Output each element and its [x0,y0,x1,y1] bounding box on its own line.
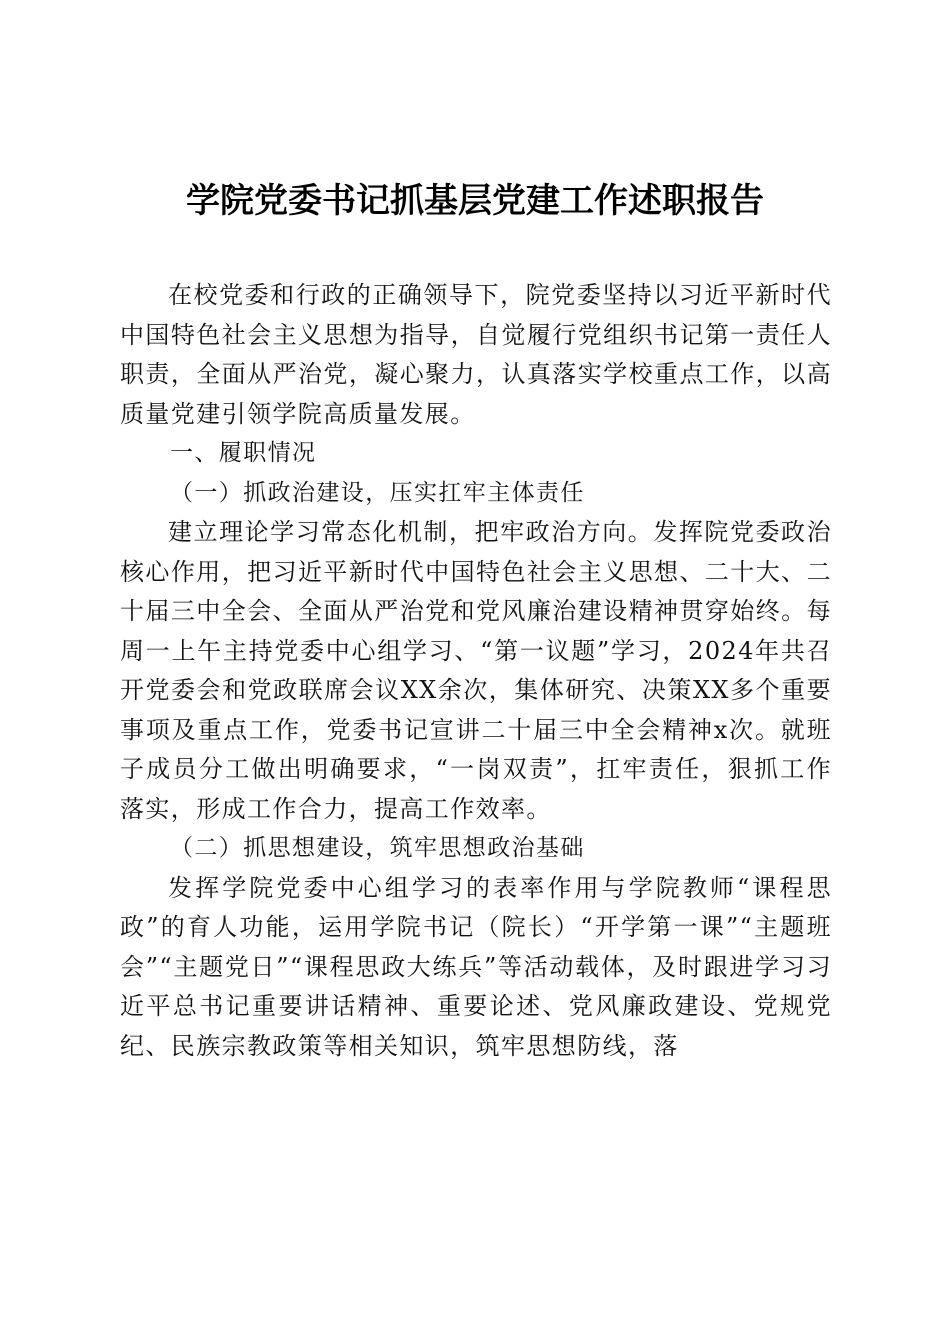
subsection-heading-2: （二）抓思想建设，筑牢思想政治基础 [170,835,585,861]
subsection-heading-1: （一）抓政治建设，压实扛牢主体责任 [170,479,585,506]
section-heading-1: 一、履职情况 [170,440,317,466]
subsection-2-paragraph: 发挥学院党委中心组学习的表率作用与学院教师“课程思政”的育人功能，运用学院书记（院长）“开学第一课”“主题班会”“主题党日”“课程思政大练兵”等活动载体，及时跟进学习习近平总书记重要讲话精神、重要论述、党风廉政建设、党规党纪、民族宗教政策等相关知识，筑牢思想防线，落 [120,873,832,1060]
document-title: 学院党委书记抓基层党建工作述职报告 [186,181,764,221]
document-body [120,276,832,1066]
subsection-1-paragraph: 建立理论学习常态化机制，把牢政治方向。发挥院党委政治核心作用，把习近平新时代中国特色社会主义思想、二十大、二十届三中全会、全面从严治党和党风廉治建设精神贯穿始终。每周一上午主持党委中心组学习、“第一议题”学习，2024年共召开党委会和党政联席会议XX余次，集体研究、决策XX多个重要事项及重点工作，党委书记宣讲二十届三中全会精神x次。就班子成员分工做出明确要求，“一岗双责”，扛牢责任，狠抓工作落实，形成工作合力，提高工作效率。 [120,518,832,823]
intro-paragraph: 在校党委和行政的正确领导下，院党委坚持以习近平新时代中国特色社会主义思想为指导，自觉履行党组织书记第一责任人职责，全面从严治党，凝心聚力，认真落实学校重点工作，以高质量党建引领学院高质量发展。 [120,281,832,428]
